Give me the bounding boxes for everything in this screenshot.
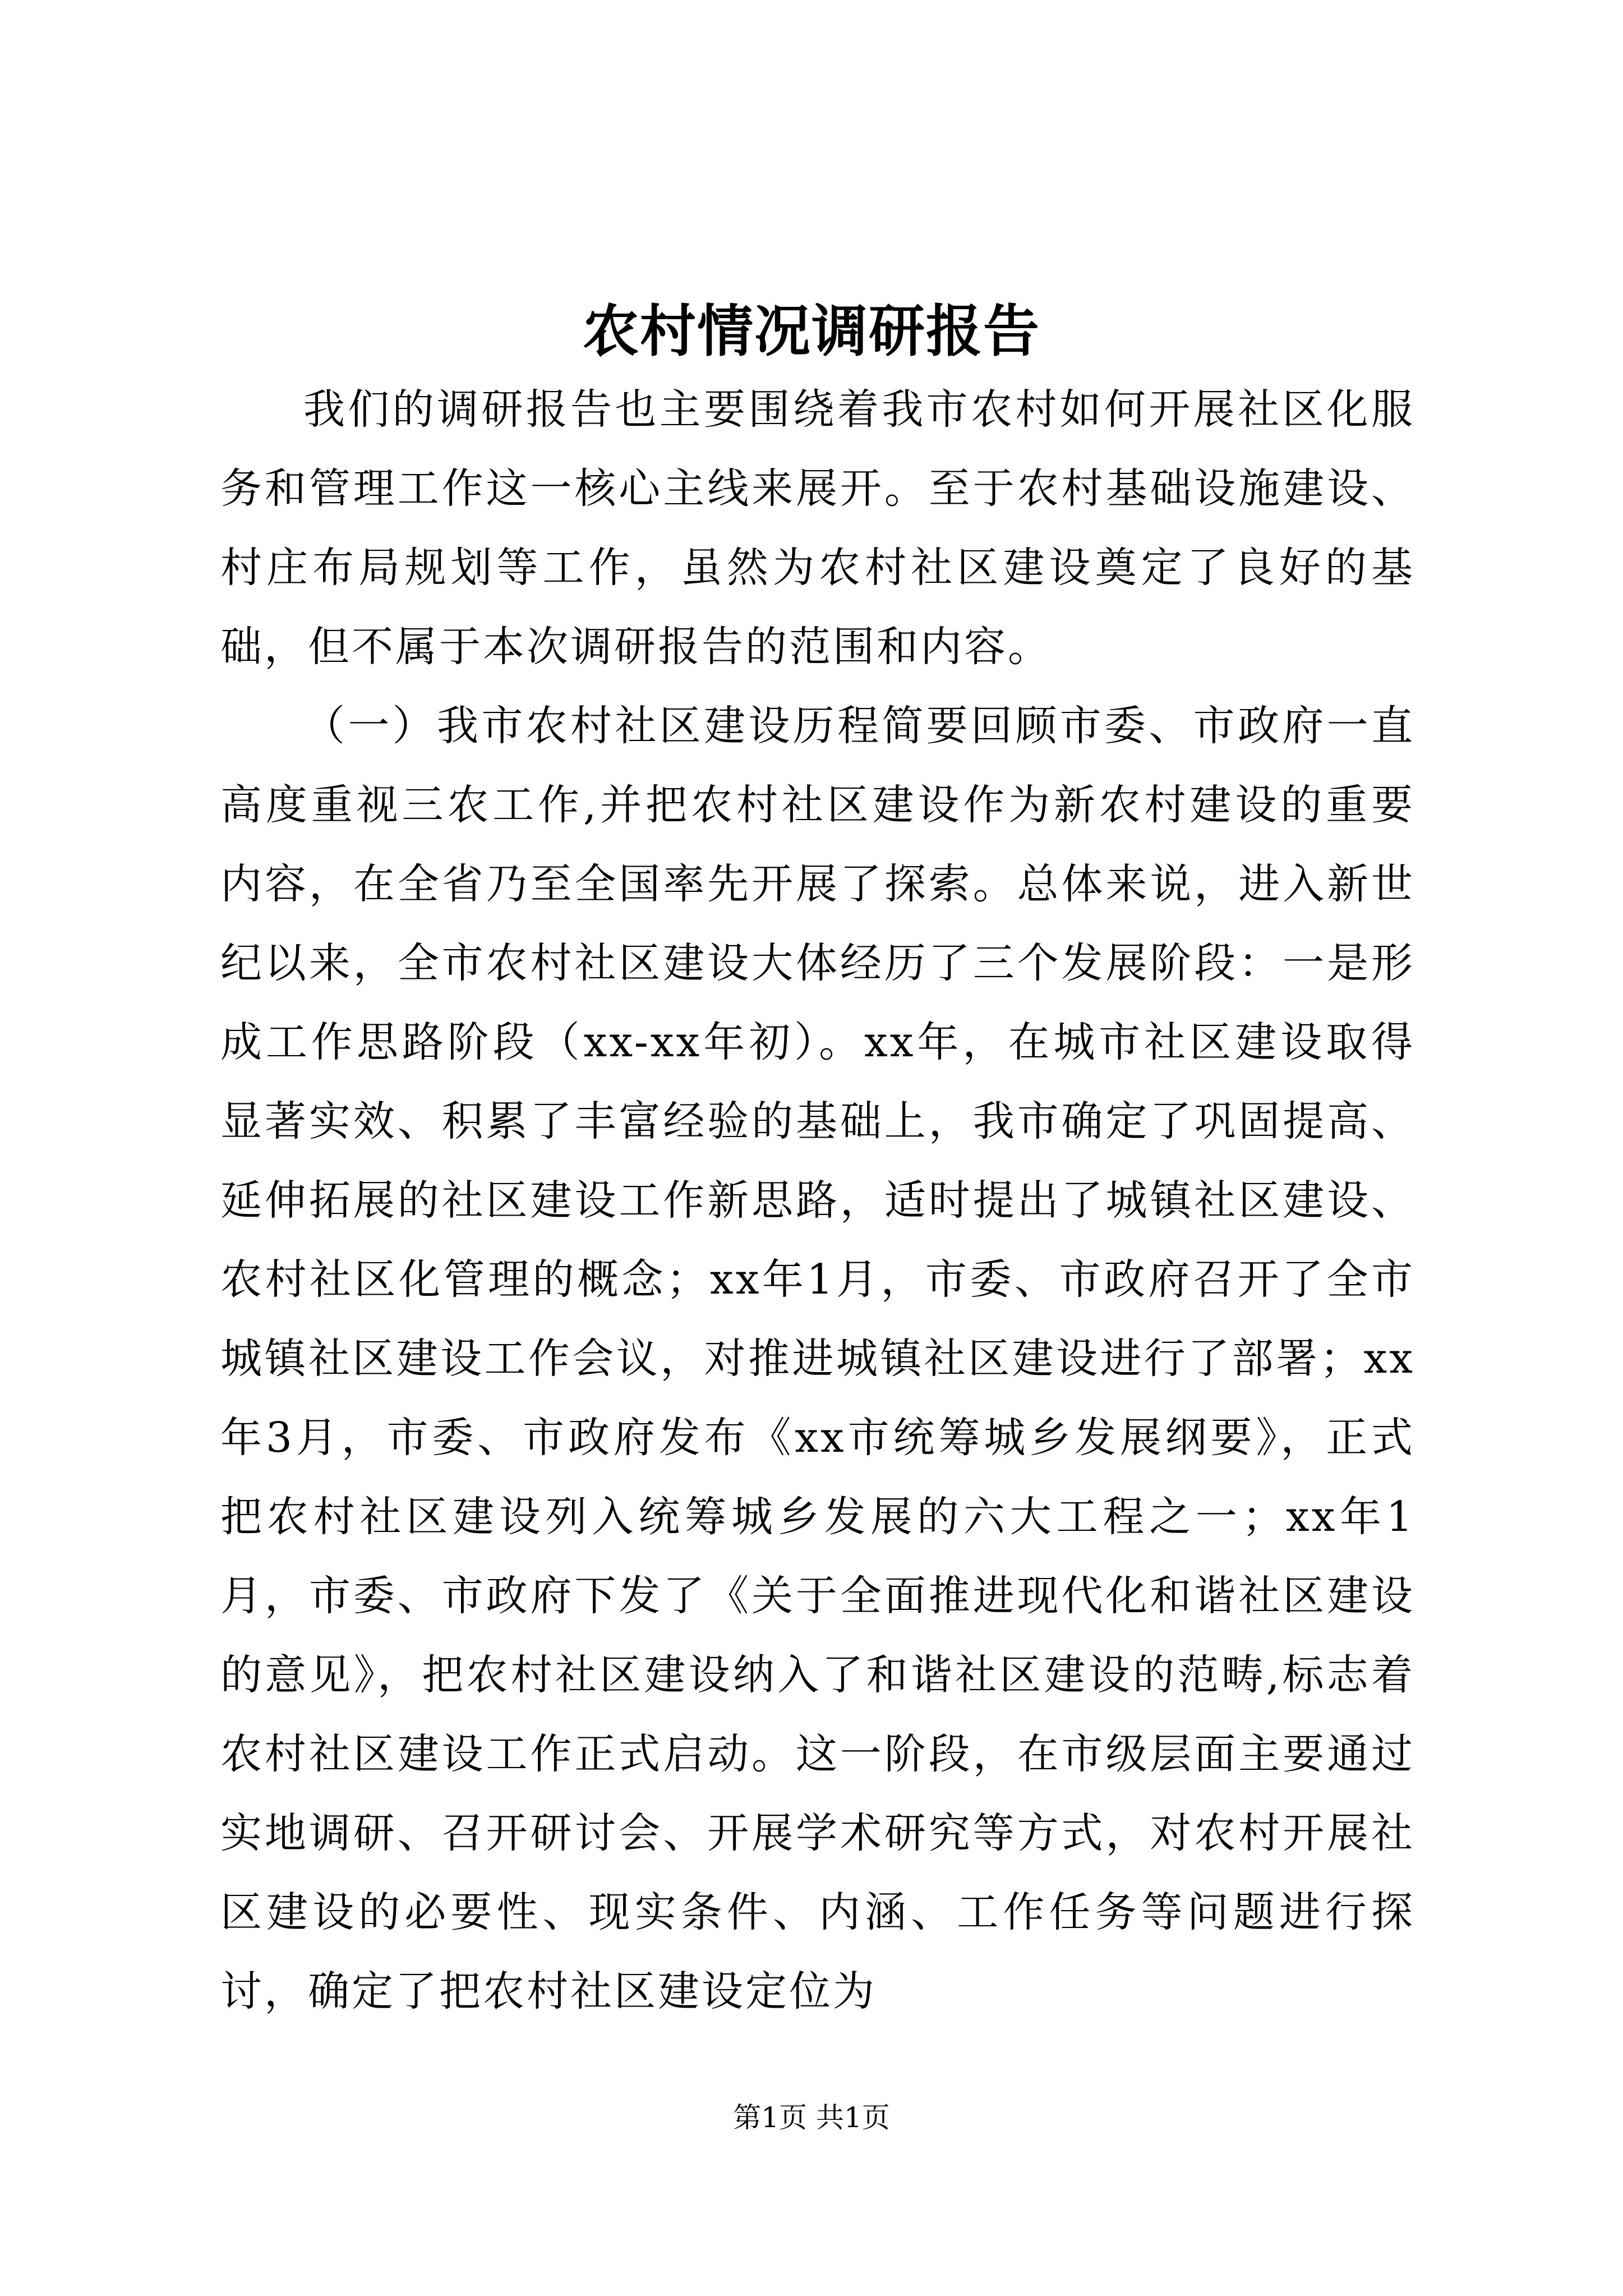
paragraph-intro: 我们的调研报告也主要围绕着我市农村如何开展社区化服务和管理工作这一核心主线来展开。至于农村基础设施建设、村庄布局规划等工作，虽然为农村社区建设奠定了良好的基础，但不属于本次调研报告的范围和内容。 (220, 385, 1415, 671)
page-footer: 第1页 共1页 (733, 2101, 890, 2134)
document-title: 农村情况调研报告 (583, 298, 1040, 364)
document-body (220, 370, 1415, 2031)
paragraph-history: （一）我市农村社区建设历程简要回顾市委、市政府一直高度重视三农工作,并把农村社区建设作为新农村建设的重要内容，在全省乃至全国率先开展了探索。总体来说，进入新世纪以来，全市农村社区建设大体经历了三个发展阶段：一是形成工作思路阶段（xx-xx年初）。xx年，在城市社区建设取得显著实效、积累了丰富经验的基础上，我市确定了巩固提高、延伸拓展的社区建设工作新思路，适时提出了城镇社区建设、农村社区化管理的概念；xx年1月，市委、市政府召开了全市城镇社区建设工作会议，对推进城镇社区建设进行了部署；xx年3月，市委、市政府发布《xx市统筹城乡发展纲要》，正式把农村社区建设列入统筹城乡发展的六大工程之一；xx年1月，市委、市政府下发了《关于全面推进现代化和谐社区建设的意见》，把农村社区建设纳入了和谐社区建设的范畴,标志着农村社区建设工作正式启动。这一阶段，在市级层面主要通过实地调研、召开研讨会、开展学术研究等方式，对农村开展社区建设的必要性、现实条件、内涵、工作任务等问题进行探讨，确定了把农村社区建设定位为 (220, 702, 1415, 2016)
